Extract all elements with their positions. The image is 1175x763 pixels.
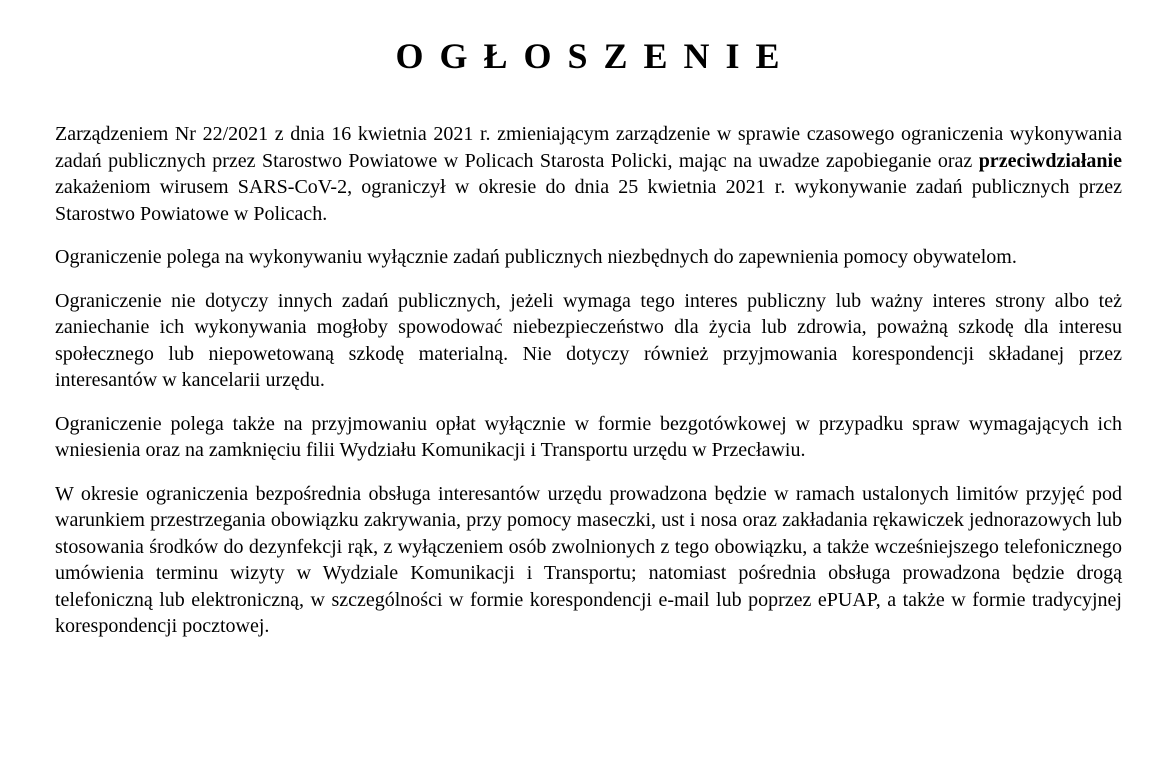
paragraph-regulation bbox=[55, 121, 1122, 227]
paragraph-restriction-exceptions: Ograniczenie nie dotyczy innych zadań publicznych, jeżeli wymaga tego interes publiczny lub ważny interes strony albo też zaniechanie ich wykonywania mogłoby spowodować niebezpieczeństwo dla życia lub zdrowia, poważną szkodę dla interesu społecznego lub niepowetowaną szkodę materialną. Nie dotyczy również przyjmowania korespondencji składanej przez interesantów w kancelarii urzędu. bbox=[55, 289, 1122, 391]
document-body bbox=[55, 121, 1122, 657]
paragraph-payments-and-branch: Ograniczenie polega także na przyjmowaniu opłat wyłącznie w formie bezgotówkowej w przypadku spraw wymagających ich wniesienia oraz na zamknięciu filii Wydziału Komunikacji i Transportu urzędu w Przecławiu. bbox=[55, 412, 1122, 461]
paragraph-customer-service: W okresie ograniczenia bezpośrednia obsługa interesantów urzędu prowadzona będzie w ramach ustalonych limitów przyjęć pod warunkiem przestrzegania obowiązku zakrywania, przy pomocy maseczki, ust i nosa oraz zakładania rękawiczek jednorazowych lub stosowania środków do dezynfekcji rąk, z wyłączeniem osób zwolnionych z tego obowiązku, a także wcześniejszego telefonicznego umówienia terminu wizyty w Wydziale Komunikacji i Transportu; natomiast pośrednia obsługa prowadzona będzie drogą telefoniczną lub elektroniczną, w szczególności w formie korespondencji e-mail lub poprzez ePUAP, a także w formie tradycyjnej korespondencji pocztowej. bbox=[55, 482, 1122, 637]
paragraph-regulation-bold-word: przeciwdziałanie bbox=[978, 149, 1122, 172]
paragraph-regulation-text-start: Zarządzeniem Nr 22/2021 z dnia 16 kwietnia 2021 r. zmieniającym zarządzenie w sprawie czasowego ograniczenia wykonywania zadań publicznych przez Starostwo Powiatowe w Policach Starosta Policki, mając na uwadze zapobieganie oraz bbox=[55, 123, 1122, 172]
paragraph-restriction-scope: Ograniczenie polega na wykonywaniu wyłącznie zadań publicznych niezbędnych do zapewnienia pomocy obywatelom. bbox=[55, 246, 1017, 268]
page-title: OGŁOSZENIE bbox=[395, 36, 796, 76]
paragraph-regulation-text-end: zakażeniom wirusem SARS-CoV-2, ograniczył w okresie do dnia 25 kwietnia 2021 r. wykonywanie zadań publicznych przez Starostwo Powiatowe w Policach. bbox=[55, 176, 1122, 225]
